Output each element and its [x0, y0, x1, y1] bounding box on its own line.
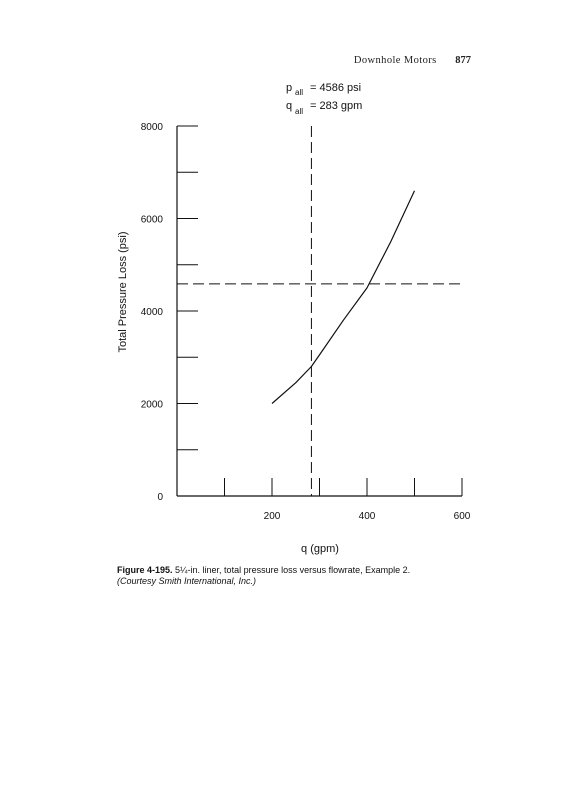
q-value: = 283 gpm: [310, 100, 363, 112]
y-tick-label: 0: [157, 492, 163, 503]
q-symbol: q: [286, 100, 293, 112]
q-allowable-annotation: [286, 100, 362, 116]
p-value: = 4586 psi: [310, 82, 362, 94]
y-tick-label: 6000: [140, 214, 163, 226]
y-axis-label: Total Pressure Loss (psi): [117, 231, 129, 353]
x-tick-label: 400: [358, 511, 376, 522]
running-header-title: Downhole Motors: [353, 55, 437, 66]
p-symbol: p: [286, 82, 293, 94]
x-tick-label: 200: [263, 511, 281, 522]
y-tick-label: 2000: [140, 399, 163, 411]
x-axis-label: q (gpm): [301, 543, 339, 555]
page-number: 877: [455, 55, 471, 66]
p-allowable-annotation: [286, 82, 361, 97]
y-tick-label: 4000: [140, 307, 163, 318]
x-tick-label: 600: [453, 511, 471, 522]
figure-caption: [117, 565, 477, 587]
caption-text: 5¼-in. liner, total pressure loss versus flowrate, Example 2.: [172, 565, 411, 575]
q-subscript: all: [295, 107, 304, 116]
pressure-loss-curve: [272, 191, 415, 404]
figure-label: Figure 4-195.: [117, 565, 173, 575]
caption-credit: (Courtesy Smith International, Inc.): [117, 576, 257, 586]
p-subscript: all: [295, 88, 304, 97]
y-tick-label: 8000: [140, 122, 163, 133]
